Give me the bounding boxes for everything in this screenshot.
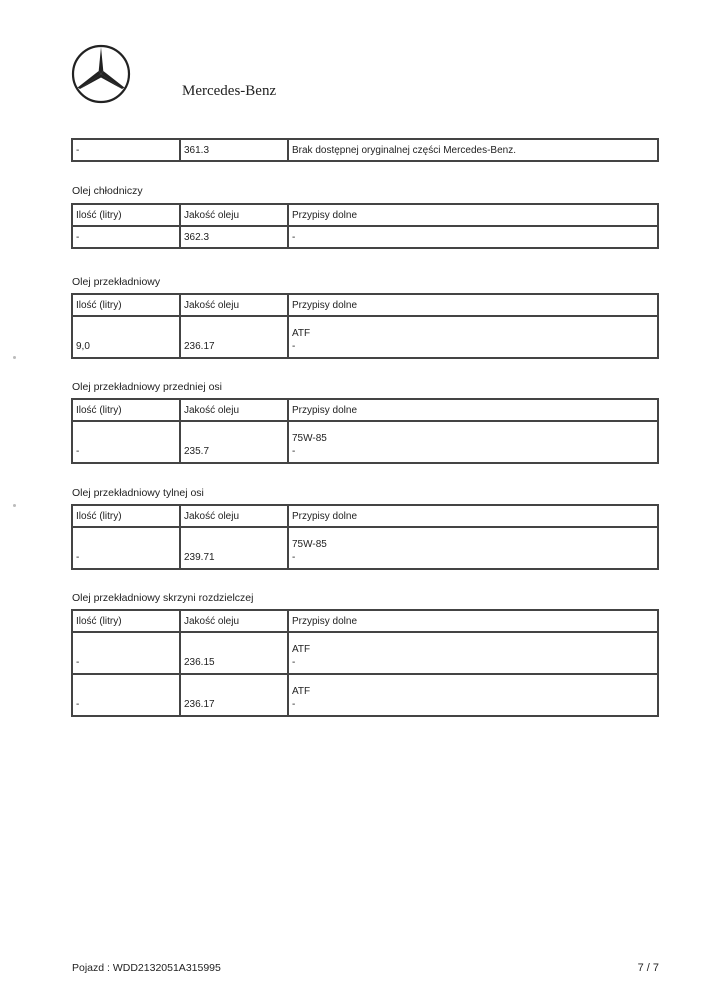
mercedes-star-icon — [71, 44, 131, 104]
quality-cell: 235.7 — [180, 421, 288, 463]
quality-cell: 236.17 — [180, 674, 288, 716]
section-title-rear-axle-oil: Olej przekładniowy tylnej osi — [72, 487, 204, 499]
column-header-quantity: Ilość (litry) — [72, 294, 180, 316]
quantity-cell: - — [72, 674, 180, 716]
table-header-row — [72, 610, 658, 632]
section-title-transmission-oil: Olej przekładniowy — [72, 276, 161, 288]
column-header-notes: Przypisy dolne — [288, 294, 658, 316]
brand-name: Mercedes-Benz — [182, 83, 277, 99]
column-header-quantity: Ilość (litry) — [72, 204, 180, 226]
quantity-cell: - — [72, 421, 180, 463]
quantity-cell: - — [72, 527, 180, 569]
note-line: ATF — [292, 328, 311, 339]
column-header-quantity: Ilość (litry) — [72, 399, 180, 421]
note-line: - — [292, 657, 296, 668]
column-header-notes: Przypisy dolne — [288, 399, 658, 421]
notes-cell: - — [288, 226, 658, 248]
column-header-notes: Przypisy dolne — [288, 610, 658, 632]
table-header-row — [72, 204, 658, 226]
column-header-quantity: Ilość (litry) — [72, 610, 180, 632]
quantity-cell: 9,0 — [72, 316, 180, 358]
column-header-notes: Przypisy dolne — [288, 505, 658, 527]
margin-dot — [13, 356, 16, 359]
notes-cell — [288, 632, 658, 674]
coolant-oil-table — [71, 203, 659, 249]
vehicle-id: Pojazd : WDD2132051A315995 — [72, 962, 221, 974]
column-header-notes: Przypisy dolne — [288, 204, 658, 226]
quality-cell: 239.71 — [180, 527, 288, 569]
table-row — [72, 316, 658, 358]
quality-cell: 236.17 — [180, 316, 288, 358]
note-line: ATF — [292, 686, 311, 697]
column-header-quality: Jakość oleju — [180, 204, 288, 226]
page-number: 7 / 7 — [637, 962, 659, 974]
table-header-row — [72, 505, 658, 527]
table-row — [72, 226, 658, 248]
table-row — [72, 674, 658, 716]
note-line: - — [292, 341, 296, 352]
front-axle-oil-table — [71, 398, 659, 464]
note-line: - — [292, 552, 296, 563]
note-line: - — [292, 699, 296, 710]
table-header-row — [72, 399, 658, 421]
quality-cell: 362.3 — [180, 226, 288, 248]
table-row — [72, 527, 658, 569]
column-header-quality: Jakość oleju — [180, 610, 288, 632]
section-title-coolant-oil: Olej chłodniczy — [72, 185, 143, 197]
section-title-front-axle-oil: Olej przekładniowy przedniej osi — [72, 381, 222, 393]
section-title-transfer-case-oil: Olej przekładniowy skrzyni rozdzielczej — [72, 592, 254, 604]
margin-dot — [13, 504, 16, 507]
column-header-quality: Jakość oleju — [180, 294, 288, 316]
notes-cell — [288, 316, 658, 358]
column-header-quantity: Ilość (litry) — [72, 505, 180, 527]
quality-cell: 361.3 — [180, 139, 288, 161]
rear-axle-oil-table — [71, 504, 659, 570]
note-line: 75W-85 — [292, 433, 327, 444]
transmission-oil-table — [71, 293, 659, 359]
table-row — [72, 421, 658, 463]
table-row — [72, 632, 658, 674]
quantity-cell: - — [72, 139, 180, 161]
note-line: 75W-85 — [292, 539, 327, 550]
notes-cell — [288, 674, 658, 716]
notes-cell: Brak dostępnej oryginalnej części Mercedes-Benz. — [288, 139, 658, 161]
note-line: ATF — [292, 644, 311, 655]
table-header-row — [72, 294, 658, 316]
quantity-cell: - — [72, 632, 180, 674]
quality-cell: 236.15 — [180, 632, 288, 674]
notes-cell — [288, 527, 658, 569]
quantity-cell: - — [72, 226, 180, 248]
note-line: - — [292, 446, 296, 457]
column-header-quality: Jakość oleju — [180, 505, 288, 527]
notes-cell — [288, 421, 658, 463]
transfer-case-oil-table — [71, 609, 659, 717]
column-header-quality: Jakość oleju — [180, 399, 288, 421]
continuation-table — [71, 138, 659, 162]
